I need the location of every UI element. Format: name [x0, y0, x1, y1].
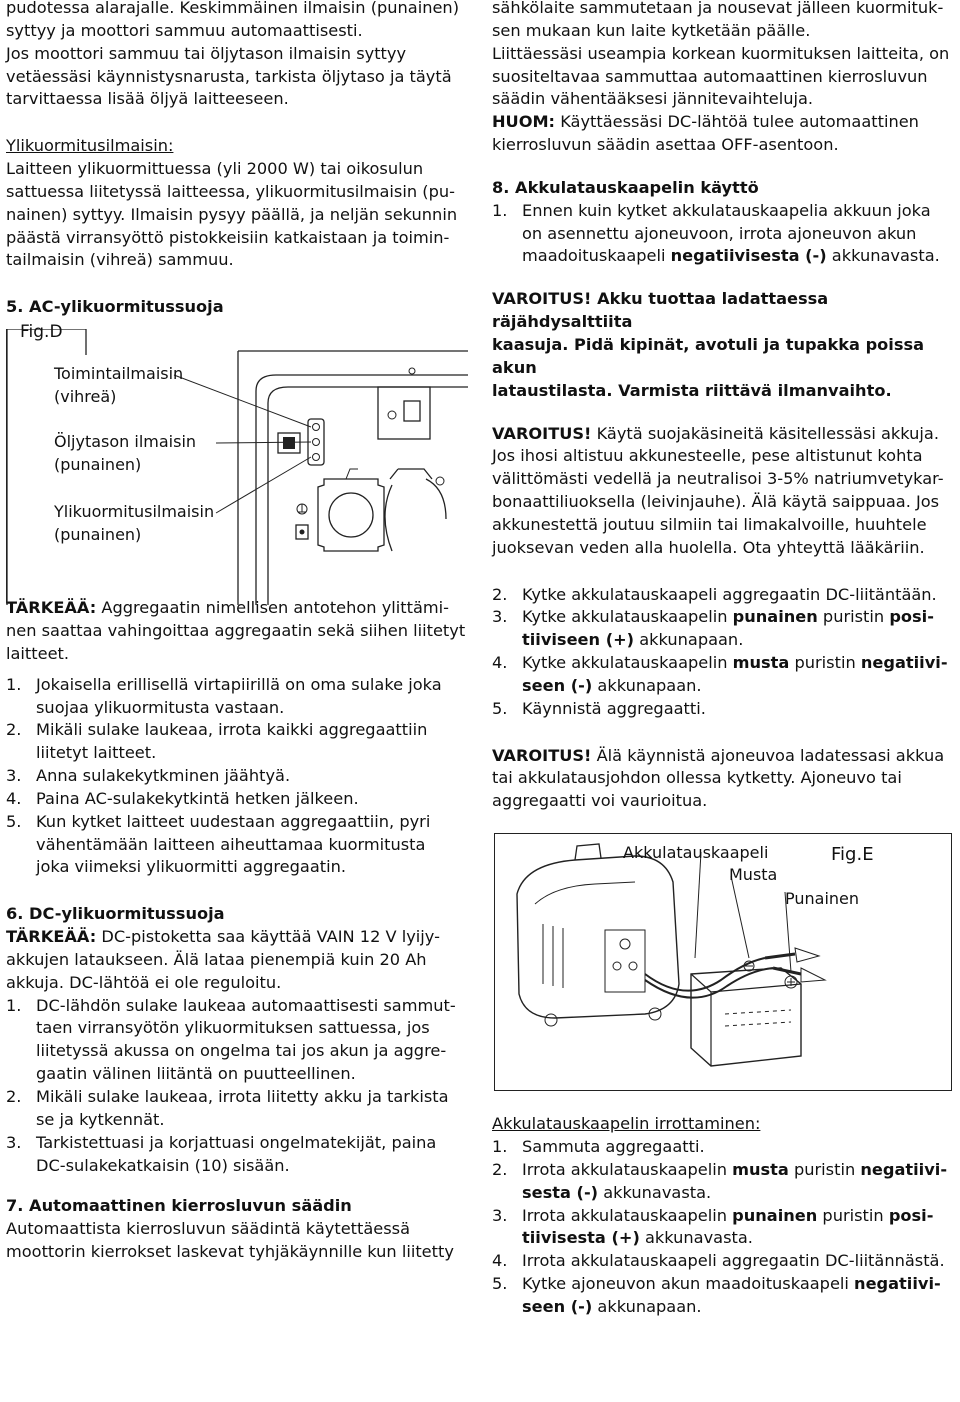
figure-e-red-label: Punainen [785, 889, 860, 909]
overload-indicator-text [6, 158, 474, 272]
text-line: kierrosluvun säädin asettaa OFF-asentoon. [492, 135, 839, 155]
section-8-title: 8. Akkulatauskaapelin käyttö [492, 177, 759, 197]
list-number: 3. [492, 607, 508, 627]
list-item [6, 1132, 474, 1178]
list-number: 4. [6, 788, 22, 808]
intro-text [6, 0, 474, 111]
callout-line: (vihreä) [54, 386, 117, 406]
list-number: 3. [6, 766, 22, 786]
text-line: välittömästi vedellä ja neutralisoi 3-5% natriumvetykar- [492, 469, 944, 489]
text-line: Akku tuottaa ladattaessa räjähdysalttiita [492, 289, 829, 332]
note [492, 111, 958, 157]
text-line: Automaattista kierrosluvun säädintä käytettäessä [6, 1219, 411, 1239]
text-fragment: akkunavasta. [598, 1182, 712, 1202]
list-item [492, 698, 958, 721]
list-number: 1. [6, 674, 22, 694]
emphasis: musta [732, 1159, 789, 1179]
list-item [492, 652, 958, 698]
text-line: Käynnistä aggregaatti. [522, 698, 706, 718]
text-fragment: puristin [788, 1159, 861, 1179]
text-line: Liittäessäsi useampia korkean kuormituksen laitteita, on [492, 43, 950, 63]
section-7-title: 7. Automaattinen kierrosluvun säädin [6, 1196, 352, 1216]
list-number: 1. [492, 200, 508, 220]
text-line: Mikäli sulake laukeaa, irrota liitetty akku ja tarkista [36, 1087, 449, 1106]
text-fragment: puristin [817, 1205, 889, 1225]
callout-line: (punainen) [54, 524, 142, 544]
list-number: 5. [492, 698, 508, 718]
emphasis: negatiivi- [860, 1159, 948, 1179]
text-line: akkunestettä joutuu silmiin tai limakalvoille, huuhtele [492, 514, 927, 534]
emphasis: tiivisesta (+) [522, 1228, 640, 1248]
figure-e [494, 833, 952, 1091]
text-line: se ja kytkennät. [36, 1109, 165, 1129]
list-number: 5. [6, 811, 22, 831]
list-item [6, 674, 474, 720]
emphasis: sesta (-) [522, 1182, 599, 1202]
text-line: Tarkistettuasi ja korjattuasi ongelmatekijät, paina [36, 1132, 437, 1152]
text-fragment: puristin [789, 653, 861, 673]
dc-overload-steps [6, 995, 474, 1178]
emphasis: musta [732, 653, 790, 673]
warning-label: VAROITUS! [492, 745, 592, 765]
text-fragment: Irrota akkulatauskaapelin [522, 1205, 733, 1225]
figure-d-callout-operation [54, 363, 183, 408]
list-item [6, 811, 474, 880]
text-fragment: akkunapaan. [634, 630, 744, 650]
emphasis: tiiviseen (+) [522, 630, 635, 650]
text-line: gaatin välinen liitäntä on puutteellinen. [36, 1064, 356, 1084]
list-item [6, 719, 474, 765]
text-line: moottorin kierrokset laskevat tyhjäkäynnille kun liitetty [6, 1242, 454, 1262]
text-line: Jos ihosi altistuu akkunesteelle, pese altistunut kohta [492, 446, 923, 466]
text-line: Anna sulakekytkminen jäähtyä. [36, 766, 291, 786]
text-line: bonaattiliuoksella (leivinjauhe). Älä käytä saippuaa. Jos [492, 492, 940, 512]
list-number: 4. [492, 1251, 508, 1271]
figure-e-black-label: Musta [729, 865, 778, 885]
emphasis: negatiivi- [860, 653, 948, 673]
emphasis: seen (-) [522, 675, 593, 695]
important-dc [6, 926, 474, 995]
list-number: 5. [492, 1274, 508, 1294]
text-fragment: Kytke akkulatauskaapelin [522, 607, 733, 627]
list-item [6, 1086, 474, 1132]
list-item [492, 1205, 958, 1251]
list-item [492, 1273, 958, 1319]
ac-overload-steps [6, 674, 474, 880]
text-line: syttyy ja moottori sammuu automaattisesti. [6, 20, 363, 40]
charging-steps [492, 584, 958, 721]
text-line: nen saattaa vahingoittaa aggregaatin sekä siihen liitetyt [6, 620, 466, 640]
text-fragment: Kytke akkulatauskaapelin [522, 653, 733, 673]
emphasis: punainen [732, 1205, 818, 1225]
text-line: Kun kytket laitteet uudestaan aggregaattiin, pyri [36, 811, 431, 831]
warning-explosive [492, 288, 958, 402]
text-line: on asennettu ajoneuvoon, irrota ajoneuvon akun [522, 223, 917, 243]
note-label: HUOM: [492, 112, 556, 132]
text-fragment: Kytke ajoneuvon akun maadoituskaapeli [522, 1274, 855, 1294]
text-line: sen mukaan kun laite kytketään päälle. [492, 20, 811, 40]
text-line: DC-sulakekatkaisin (10) sisään. [36, 1155, 290, 1175]
text-line: pudotessa alarajalle. Keskimmäinen ilmaisin (punainen) [6, 0, 460, 17]
text-line: suositeltavaa sammuttaa automaattinen kierrosluvun [492, 66, 928, 86]
text-fragment: puristin [817, 607, 890, 627]
text-line: säädin vähentääksesi jännitevaihteluja. [492, 89, 814, 109]
text-line: kaasuja. Pidä kipinät, avotuli ja tupakka poissa akun [492, 334, 925, 377]
text-line: Ennen kuin kytket akkulatauskaapelia akkuun joka [522, 200, 931, 220]
warning-gloves [492, 423, 958, 560]
list-item [492, 606, 958, 652]
text-line: päästä virransyöttö pistokkeisiin katkaistaan ja toimin- [6, 227, 450, 247]
callout-line: Ylikuormitusilmaisin [54, 502, 215, 522]
text-line: Kytke akkulatauskaapeli aggregaatin DC-liitäntään. [522, 584, 937, 604]
figure-e-cable-label: Akkulatauskaapeli [623, 843, 769, 863]
disconnect-steps [492, 1136, 958, 1319]
figure-d-label: Fig.D [20, 322, 63, 343]
list-item [492, 200, 958, 269]
list-item [492, 1136, 958, 1159]
important-ac [6, 597, 474, 666]
text-line: suojaa ylikuormitusta vastaan. [36, 697, 285, 717]
list-number: 2. [6, 1087, 22, 1106]
text-line: DC-pistoketta saa käyttää VAIN 12 V lyijy- [96, 927, 440, 947]
text-line: juoksevan veden alla huolella. Ota yhteyttä lääkäriin. [492, 537, 925, 557]
text-line: Irrota akkulatauskaapeli aggregaatin DC-liitännästä. [522, 1251, 945, 1271]
text-line: Aggregaatin nimellisen antotehon ylittämi- [96, 598, 449, 618]
text-line: Älä käynnistä ajoneuvoa ladatessasi akkua [591, 745, 945, 765]
text-line: akkunavasta. [826, 246, 940, 266]
list-number: 2. [6, 720, 22, 740]
warning-vehicle [492, 745, 958, 814]
text-line: Paina AC-sulakekytkintä hetken jälkeen. [36, 788, 359, 808]
text-line: Sammuta aggregaatti. [522, 1137, 705, 1156]
text-line: tarvittaessa lisää öljyä laitteeseen. [6, 89, 289, 109]
text-line: tailmaisin (vihreä) sammuu. [6, 250, 234, 270]
text-line: Mikäli sulake laukeaa, irrota kaikki aggregaattiin [36, 720, 428, 740]
text-line: lataustilasta. Varmista riittävä ilmanvaihto. [492, 380, 892, 400]
list-number: 4. [492, 653, 508, 673]
text-line: Käytä suojakäsineitä käsitellessäsi akkuja. [591, 423, 939, 443]
text-line: vähentämään laitteen aiheuttamaa kuormitusta [36, 834, 426, 854]
list-item [492, 1159, 958, 1205]
warning-label: VAROITUS! [492, 289, 592, 309]
list-item [6, 765, 474, 788]
emphasis: posi- [889, 607, 934, 627]
disconnect-title: Akkulatauskaapelin irrottaminen: [492, 1114, 761, 1134]
list-item [492, 1250, 958, 1273]
text-fragment: akkunapaan. [592, 675, 702, 695]
text-fragment: akkunavasta. [639, 1228, 753, 1248]
figure-e-drawing [495, 834, 951, 1090]
warning-label: VAROITUS! [492, 423, 592, 443]
left-column [6, 0, 474, 1264]
list-item [6, 788, 474, 811]
emphasis: posi- [888, 1205, 934, 1225]
text-line: joka viimeksi ylikuormitti aggregaatin. [36, 857, 346, 877]
text-line: liitetyt laitteet. [36, 743, 157, 763]
text-line: vetäessäsi käynnistysnarusta, tarkista öljytaso ja täytä [6, 66, 452, 86]
list-item [492, 584, 958, 607]
list-number: 1. [6, 995, 22, 1015]
text-line: akkujen lataukseen. Älä lataa pienempiä kuin 20 Ah [6, 949, 427, 969]
text-line: DC-lähdön sulake laukeaa automaattisesti sammut- [36, 995, 456, 1015]
overload-indicator-title: Ylikuormitusilmaisin: [6, 136, 174, 156]
section-5-title: 5. AC-ylikuormitussuoja [6, 297, 224, 317]
text-line: tai akkulatausjohdon ollessa kytketty. Ajoneuvo tai [492, 768, 902, 788]
figure-d-callout-overload [54, 501, 214, 546]
list-number: 2. [492, 1159, 508, 1179]
text-line: Jos moottori sammuu tai öljytason ilmaisin syttyy [6, 43, 407, 63]
list-item [6, 995, 474, 1086]
emphasis: negatiivi- [854, 1274, 941, 1294]
text-line: nainen) syttyy. Ilmaisin pysyy päällä, ja neljän sekunnin [6, 204, 458, 224]
emphasis: punainen [732, 607, 818, 627]
emphasis: negatiivisesta (-) [670, 246, 827, 266]
text-fragment: akkunapaan. [592, 1296, 702, 1316]
list-number: 3. [6, 1132, 22, 1152]
section-6-title: 6. DC-ylikuormitussuoja [6, 904, 225, 924]
text-line: taen virransyötön ylikuormituksen sattuessa, jos [36, 1018, 430, 1038]
list-number: 2. [492, 584, 508, 604]
text-line: aggregaatti voi vaurioitua. [492, 791, 708, 811]
figure-d [6, 322, 468, 605]
step-1-list [492, 200, 958, 269]
important-label: TÄRKEÄÄ: [6, 598, 97, 618]
text-fragment: Irrota akkulatauskaapelin [522, 1159, 733, 1179]
callout-line: Öljytason ilmaisin [54, 432, 197, 452]
text-line: sähkölaite sammutetaan ja nousevat jälleen kuormituk- [492, 0, 944, 17]
text-line: liitetyssä akussa on ongelma tai jos akun ja aggre- [36, 1041, 447, 1061]
text-line: Laitteen ylikuormittuessa (yli 2000 W) tai oikosulun [6, 159, 424, 179]
text-line: akkuja. DC-lähtöä ei ole reguloitu. [6, 972, 282, 992]
text-line: sattuessa liitetyssä laitteessa, ylikuormitusilmaisin (pu- [6, 181, 455, 201]
text-line: Jokaisella erillisellä virtapiirillä on oma sulake joka [36, 674, 442, 694]
right-column [492, 0, 958, 1319]
list-number: 1. [492, 1137, 508, 1156]
figure-e-label: Fig.E [831, 844, 874, 866]
important-label: TÄRKEÄÄ: [6, 927, 97, 947]
intro-text-right [492, 0, 958, 111]
figure-d-callout-oil [54, 431, 196, 476]
callout-line: (punainen) [54, 454, 142, 474]
callout-line: Toimintailmaisin [54, 364, 184, 384]
list-number: 3. [492, 1205, 508, 1225]
text-line: maadoituskaapeli [522, 246, 671, 266]
text-line: laitteet. [6, 643, 70, 663]
emphasis: seen (-) [522, 1296, 593, 1316]
text-line: Käyttäessäsi DC-lähtöä tulee automaattinen [555, 112, 919, 132]
